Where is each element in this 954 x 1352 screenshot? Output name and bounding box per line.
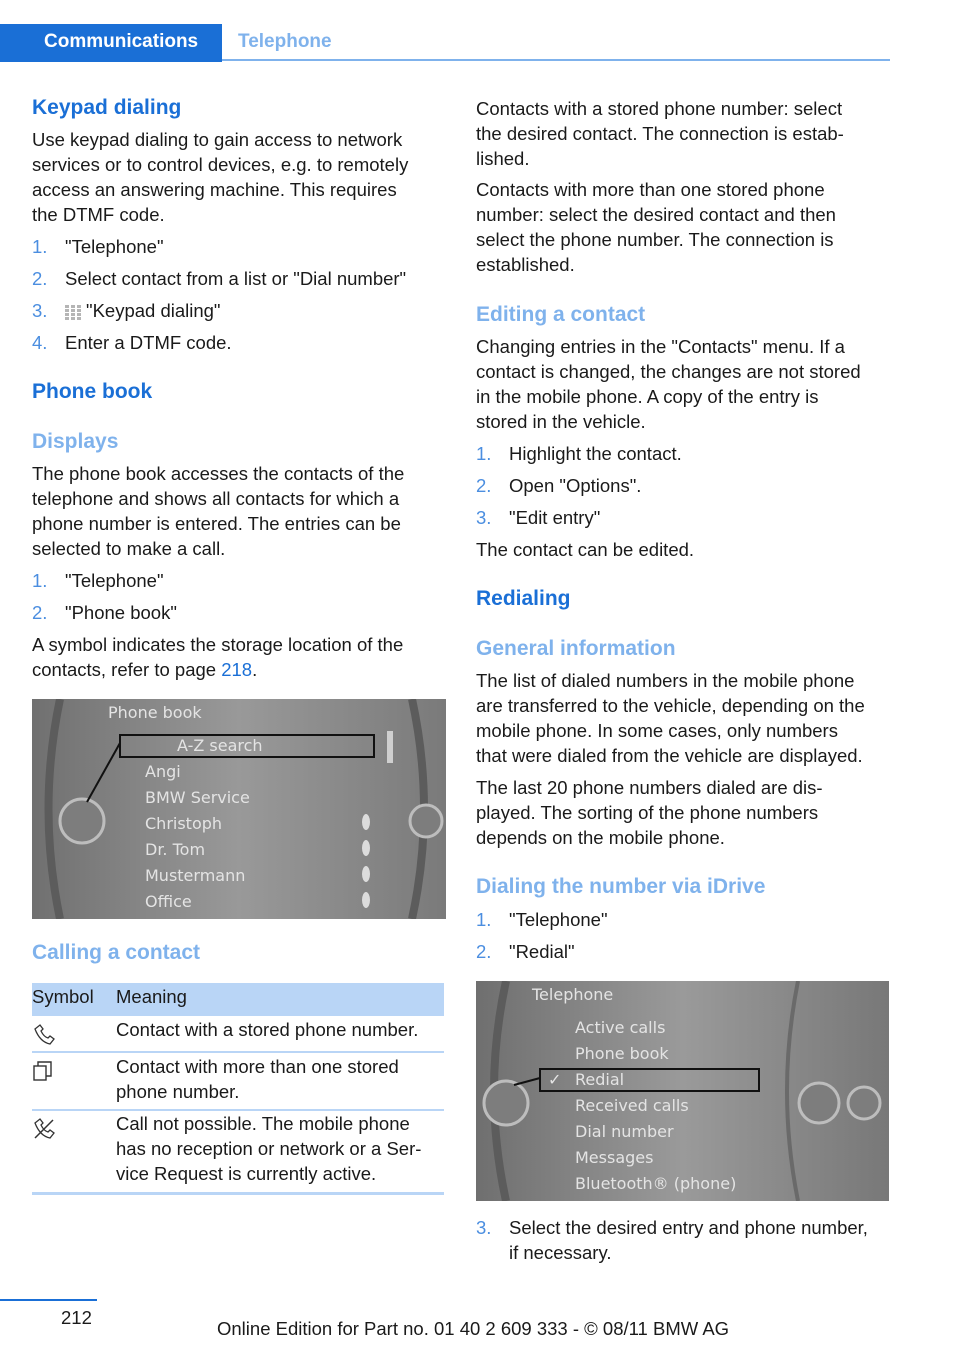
step-text: "Telephone": [65, 570, 164, 591]
telephone-menu-item: Received calls: [575, 1096, 689, 1115]
step-number: 2.: [476, 475, 492, 496]
contacts-p1-l1: Contacts with a stored phone number: select: [476, 98, 843, 119]
keypad-intro-l4: the DTMF code.: [32, 204, 165, 225]
general-p1-l4: that were dialed from the vehicle are displayed.: [476, 745, 863, 766]
phonebook-item: Dr. Tom: [145, 840, 206, 859]
displays-intro-l3: phone number is entered. The entries can be: [32, 513, 401, 534]
telephone-menu-item: Dial number: [575, 1122, 674, 1141]
step-text: Highlight the contact.: [509, 443, 682, 464]
dialing-via-idrive-heading: Dialing the number via iDrive: [476, 875, 766, 898]
displays-intro-l1: The phone book accesses the contacts of the: [32, 463, 405, 484]
col-meaning-header: Meaning: [116, 986, 187, 1007]
calling-contact-heading: Calling a contact: [32, 941, 201, 964]
step-text: "Keypad dialing": [86, 300, 221, 321]
keypad-intro-l1: Use keypad dialing to gain access to network: [32, 129, 403, 150]
contacts-p2-l4: established.: [476, 254, 575, 275]
table-header: [32, 983, 444, 1016]
phone-handset-icon: [32, 1023, 56, 1052]
checkmark-icon: ✓: [548, 1070, 562, 1089]
displays-intro-l2: telephone and shows all contacts for which a: [32, 488, 400, 509]
phonebook-item: Christoph: [145, 814, 223, 833]
phone-book-heading: Phone book: [32, 380, 153, 403]
editing-intro-l2: contact is changed, the changes are not stored: [476, 361, 861, 382]
step-number: 1.: [32, 570, 48, 591]
phonebook-item: Mustermann: [145, 866, 246, 885]
general-p1-l2: are transferred to the vehicle, depending on the: [476, 695, 865, 716]
step-number: 1.: [32, 236, 48, 257]
contacts-p1-l3: lished.: [476, 148, 530, 169]
meaning-text: has no reception or network or a Ser-: [116, 1138, 422, 1159]
phonebook-item: BMW Service: [145, 788, 250, 807]
contacts-p2-l2: number: select the desired contact and then: [476, 204, 836, 225]
table-bottom-rule: [32, 1192, 444, 1195]
row-divider: [32, 1051, 444, 1053]
table-row: [116, 1111, 421, 1186]
step-text: Open "Options".: [509, 475, 642, 496]
step-number: 2.: [32, 602, 48, 623]
page-link[interactable]: 218: [221, 659, 253, 680]
displays-heading: Displays: [32, 430, 119, 453]
editing-outro: The contact can be edited.: [476, 539, 695, 560]
telephone-menu-item: Bluetooth® (phone): [575, 1174, 737, 1193]
multiple-numbers-icon: [32, 1060, 54, 1087]
table-row: [116, 1054, 399, 1104]
meaning-text: Call not possible. The mobile phone: [116, 1113, 410, 1134]
phonebook-screenshot: [32, 699, 446, 919]
contacts-p1-l2: the desired contact. The connection is estab-: [476, 123, 844, 144]
telephone-menu-item: Phone book: [575, 1044, 669, 1063]
step-number: 2.: [32, 268, 48, 289]
general-p2-l1: The last 20 phone numbers dialed are dis-: [476, 777, 823, 798]
phonebook-item: Office: [145, 892, 192, 911]
table-row: [116, 1017, 418, 1042]
symbol-note-period: .: [252, 659, 258, 680]
header-rule: [222, 59, 890, 61]
call-not-possible-icon: [32, 1117, 56, 1146]
phonebook-screen-title: Phone book: [108, 703, 202, 722]
step-text: if necessary.: [509, 1242, 612, 1263]
symbol-note-l2: [32, 657, 257, 682]
telephone-screenshot: [476, 981, 889, 1201]
step-text: "Redial": [509, 941, 575, 962]
phonebook-item: Angi: [145, 762, 181, 781]
section-tab[interactable]: Telephone: [238, 31, 332, 52]
meaning-text: phone number.: [116, 1081, 240, 1102]
general-p2-l3: depends on the mobile phone.: [476, 827, 725, 848]
keypad-intro-l2: services or to control devices, e.g. to remotely: [32, 154, 409, 175]
displays-intro-l4: selected to make a call.: [32, 538, 226, 559]
telephone-menu-item-selected: Redial: [575, 1070, 625, 1089]
step-text: "Phone book": [65, 602, 177, 623]
step-text: "Edit entry": [509, 507, 601, 528]
keypad-dialing-heading: Keypad dialing: [32, 96, 182, 119]
step-number: 1.: [476, 909, 492, 930]
step-number: 4.: [32, 332, 48, 353]
contacts-p2-l1: Contacts with more than one stored phone: [476, 179, 825, 200]
telephone-screen-title: Telephone: [532, 985, 614, 1004]
step-number: 3.: [32, 300, 48, 321]
phonebook-item-az: A-Z search: [177, 736, 263, 755]
telephone-menu-item: Messages: [575, 1148, 654, 1167]
editing-intro-l4: stored in the vehicle.: [476, 411, 646, 432]
step-number: 2.: [476, 941, 492, 962]
keypad-grid-icon: [65, 302, 81, 327]
keypad-intro-l3: access an answering machine. This requires: [32, 179, 397, 200]
meaning-text: Contact with a stored phone number.: [116, 1019, 419, 1040]
step-text: "Telephone": [509, 909, 608, 930]
editing-intro-l3: in the mobile phone. A copy of the entry is: [476, 386, 819, 407]
page-number: 212: [61, 1307, 92, 1328]
step-number: 3.: [476, 1217, 492, 1238]
telephone-menu-item: Active calls: [575, 1018, 666, 1037]
step-number: 3.: [476, 507, 492, 528]
general-p2-l2: played. The sorting of the phone numbers: [476, 802, 819, 823]
col-symbol-header: Symbol: [32, 986, 94, 1007]
step-number: 1.: [476, 443, 492, 464]
step-text: Enter a DTMF code.: [65, 332, 232, 353]
symbol-note-l1: A symbol indicates the storage location of the: [32, 634, 404, 655]
contacts-p2-l3: select the phone number. The connection is: [476, 229, 834, 250]
general-information-heading: General information: [476, 637, 676, 660]
redialing-heading: Redialing: [476, 587, 571, 610]
step-text: Select the desired entry and phone number,: [509, 1217, 868, 1238]
step-text: Select contact from a list or "Dial number": [65, 268, 407, 289]
edition-note: Online Edition for Part no. 01 40 2 609 333 - © 08/11 BMW AG: [217, 1318, 730, 1339]
general-p1-l3: mobile phone. In some cases, only numbers: [476, 720, 838, 741]
editing-contact-heading: Editing a contact: [476, 303, 646, 326]
step-text: "Telephone": [65, 236, 164, 257]
symbol-note-text: contacts, refer to page: [32, 659, 222, 680]
chapter-tab[interactable]: Communications: [0, 24, 222, 62]
editing-intro-l1: Changing entries in the "Contacts" menu. If a: [476, 336, 845, 357]
footer-rule: [0, 1299, 97, 1301]
general-p1-l1: The list of dialed numbers in the mobile phone: [476, 670, 855, 691]
meaning-text: vice Request is currently active.: [116, 1163, 377, 1184]
meaning-text: Contact with more than one stored: [116, 1056, 399, 1077]
